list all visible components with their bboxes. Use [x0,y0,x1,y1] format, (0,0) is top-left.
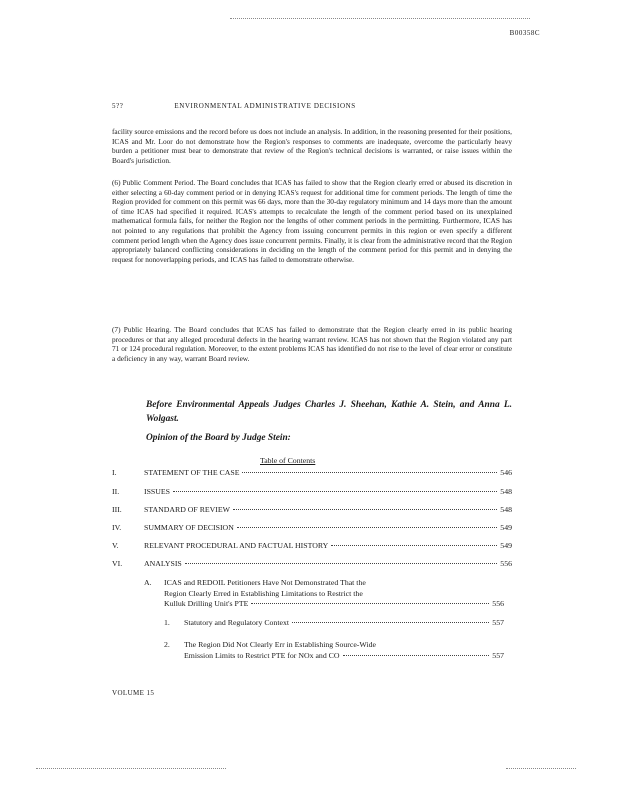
toc-entry-label: STATEMENT OF THE CASE [144,468,240,477]
opinion-heading: Opinion of the Board by Judge Stein: [146,433,291,443]
toc-entry-number: II. [112,487,120,496]
toc-entry-page: 549 [500,541,512,550]
toc-leader [251,603,489,604]
toc-subentry-marker: A. [144,578,152,587]
toc-leader [331,545,497,546]
toc-leader [233,509,497,510]
toc-subentry-2-line2-row [184,651,504,662]
toc-subentry-a-line3: Kulluk Drilling Unit's PTE [164,599,249,608]
toc-subentry-2-line1: The Region Did Not Clearly Err in Establishing Source-Wide [184,640,376,649]
toc-leader [185,563,498,564]
toc-subentry-a-line1: ICAS and REDOIL Petitioners Have Not Demonstrated That the [164,578,366,587]
toc-entry-number: IV. [112,523,122,532]
toc-leader [343,655,490,656]
scan-dotted-edge-bottom-right [506,768,576,770]
judges-line: Before Environmental Appeals Judges Charles J. Sheehan, Kathie A. Stein, and Anna L. Wolgast. [146,400,512,424]
scan-dotted-edge-bottom-left [36,768,226,770]
toc-title: Table of Contents [260,456,316,465]
toc-entry-label: ISSUES [144,487,170,496]
running-head-title: ENVIRONMENTAL ADMINISTRATIVE DECISIONS [174,102,356,110]
toc-leader [242,472,497,473]
toc-entry-number: I. [112,468,117,477]
toc-subentry-2-line2: Emission Limits to Restrict PTE for NOx and CO [184,650,340,660]
toc-entry-page: 546 [500,468,512,477]
toc-entry-number: VI. [112,559,123,568]
toc-entry-page: 548 [500,487,512,496]
toc-leader [173,491,497,492]
toc-entry [112,505,512,514]
toc-entry-number: III. [112,505,122,514]
toc-subentry-2 [184,640,504,661]
table-of-contents [112,468,512,682]
toc-subentry-a-line2: Region Clearly Erred in Establishing Limitations to Restrict the [164,588,363,598]
toc-entry-page: 557 [492,650,504,660]
toc-entry [112,487,512,496]
paragraph-public-comment-period: (6) Public Comment Period. The Board concludes that ICAS has failed to show that the Region clearly erred or abused its discretion in either selecting a 60-day comment period or in denying ICAS's request for additional time for comment periods. The length of time the Region provided for comment on this permit was 66 days, more than the 30-day regulatory minimum and 14 days more than the amount of time ICAS had specified it required. ICAS's attempts to recalculate the length of the comment period based on its unexplained mathematical formula fails, for neither the Region nor the lengths of other comment periods in the permitting. Furthermore, ICAS has not pointed to any regulations that prohibit the Agency from issuing concurrent permits in this region or even specify a different comment period length when the Agency does issue concurrent permits. Finally, it is clear from the administrative record that the Region appropriately balanced conflicting considerations in deciding on the length of the comment period for this permit and in denying the request for nonoverlapping periods, and ICAS has failed to demonstrate otherwise. [112,178,512,264]
running-head [112,102,512,110]
paragraph-public-hearing: (7) Public Hearing. The Board concludes that ICAS has failed to demonstrate that the Region clearly erred in its public hearing procedures or that any alleged procedural defects in the hearing warrant review. ICAS has not shown that the Region violated any part 71 or 124 procedural regulation. Moreover, to the extent problems ICAS has identified do not rise to the level of clear error or constitute a deficiency in any way, warrant Board review. [112,325,512,363]
toc-subentry-a [164,578,504,610]
toc-entry [112,523,512,532]
toc-entry-page: 556 [500,559,512,568]
running-head-page: 5?? [112,102,124,110]
toc-subentry-1-label: Statutory and Regulatory Context [184,618,290,627]
toc-entry-label: STANDARD OF REVIEW [144,505,231,514]
paragraph-facility-emissions: facility source emissions and the record before us does not include an analysis. In addition, in the reasoning presented for their positions, ICAS and Mr. Loor do not demonstrate how the Region's responses to comments are inadequate, overcome the particularly heavy burden a petitioner must bear to demonstrate that review of the Region's technical decisions is warranted, or raise issues within the Board's jurisdiction. [112,127,512,165]
toc-entry-number: V. [112,541,119,550]
toc-subentry-marker: 1. [164,618,170,627]
toc-entry-label: RELEVANT PROCEDURAL AND FACTUAL HISTORY [144,541,329,550]
toc-entry-label: ANALYSIS [144,559,182,568]
toc-entry-page: 556 [492,599,504,608]
toc-leader [292,622,489,623]
document-number: B00358C [509,29,540,37]
toc-leader [237,527,497,528]
toc-entry [112,559,512,568]
toc-entry [112,468,512,477]
toc-subentry-1 [184,618,504,629]
toc-entry-page: 557 [492,618,504,627]
footer-volume-code: VOLUME 15 [112,689,155,697]
toc-entry-page: 549 [500,523,512,532]
toc-entry-page: 548 [500,505,512,514]
toc-entry-label: SUMMARY OF DECISION [144,523,234,532]
toc-entry [112,541,512,550]
toc-subentry-marker: 2. [164,640,170,649]
scan-dotted-edge-top [230,18,530,20]
toc-subentry-a-line3-row [164,599,504,610]
